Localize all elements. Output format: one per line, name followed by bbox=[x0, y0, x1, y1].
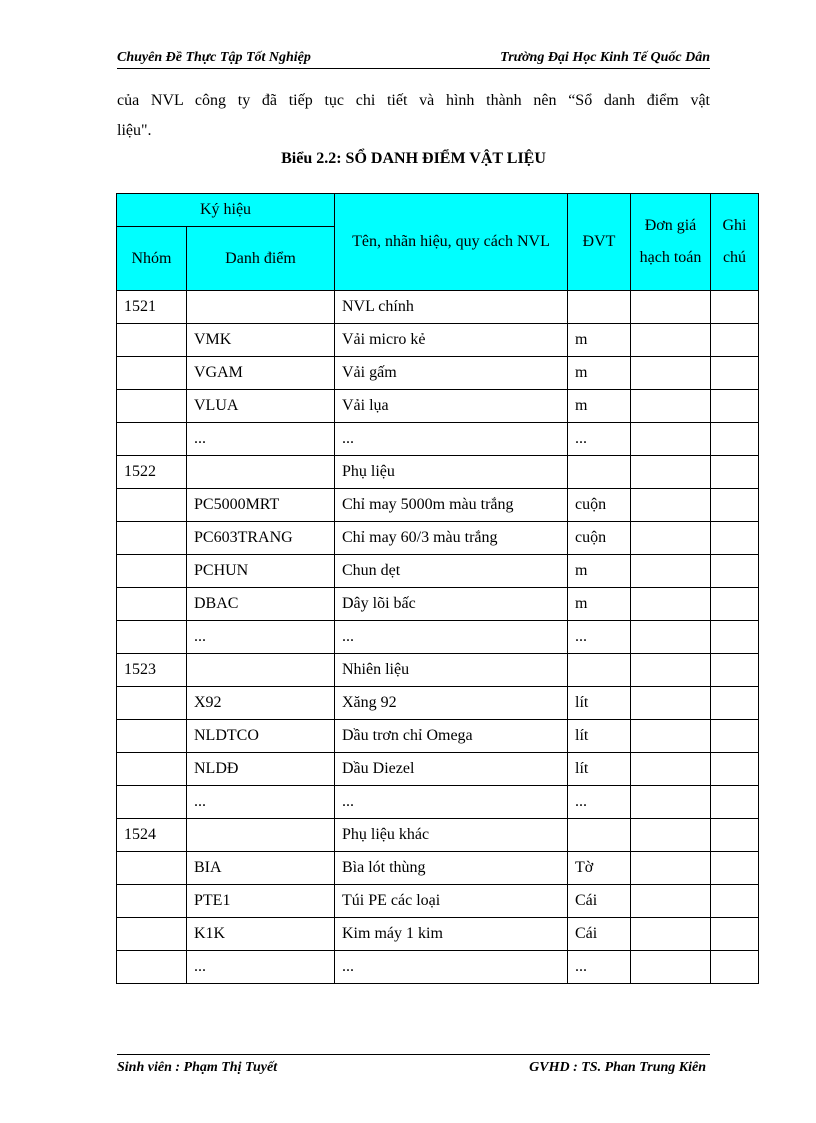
cell-ten-nvl: Dầu Diezel bbox=[335, 753, 568, 786]
cell-ten-nvl: ... bbox=[335, 951, 568, 984]
cell-ghi-chu bbox=[711, 951, 759, 984]
cell-danh-diem: PCHUN bbox=[187, 555, 335, 588]
cell-danh-diem: X92 bbox=[187, 687, 335, 720]
cell-ten-nvl: ... bbox=[335, 423, 568, 456]
cell-dvt: cuộn bbox=[568, 489, 631, 522]
cell-nhom bbox=[117, 489, 187, 522]
cell-dvt: Cái bbox=[568, 918, 631, 951]
cell-don-gia bbox=[631, 918, 711, 951]
table-row bbox=[117, 786, 759, 819]
cell-danh-diem: ... bbox=[187, 621, 335, 654]
table-row bbox=[117, 885, 759, 918]
header-ten-nvl: Tên, nhãn hiệu, quy cách NVL bbox=[335, 194, 568, 291]
table-row bbox=[117, 654, 759, 687]
cell-nhom bbox=[117, 390, 187, 423]
cell-nhom bbox=[117, 885, 187, 918]
cell-dvt: m bbox=[568, 555, 631, 588]
cell-ten-nvl: Phụ liệu bbox=[335, 456, 568, 489]
cell-nhom bbox=[117, 357, 187, 390]
cell-don-gia bbox=[631, 555, 711, 588]
cell-ghi-chu bbox=[711, 456, 759, 489]
cell-dvt bbox=[568, 819, 631, 852]
cell-don-gia bbox=[631, 423, 711, 456]
header-university: Trường Đại Học Kinh Tế Quốc Dân bbox=[500, 50, 710, 65]
cell-ghi-chu bbox=[711, 489, 759, 522]
cell-ten-nvl: Chỉ may 60/3 màu trắng bbox=[335, 522, 568, 555]
cell-dvt: m bbox=[568, 324, 631, 357]
cell-danh-diem: NLDTCO bbox=[187, 720, 335, 753]
cell-danh-diem: NLDĐ bbox=[187, 753, 335, 786]
intro-line-1: của NVL công ty đã tiếp tục chi tiết và hình thành nên “Sổ danh điểm vật bbox=[117, 92, 710, 109]
cell-don-gia bbox=[631, 654, 711, 687]
cell-ten-nvl: Chỉ may 5000m màu trắng bbox=[335, 489, 568, 522]
table-row bbox=[117, 621, 759, 654]
cell-nhom bbox=[117, 324, 187, 357]
cell-danh-diem: DBAC bbox=[187, 588, 335, 621]
intro-paragraph bbox=[117, 86, 710, 146]
cell-don-gia bbox=[631, 687, 711, 720]
header-nhom: Nhóm bbox=[117, 227, 187, 291]
cell-nhom bbox=[117, 918, 187, 951]
table-row bbox=[117, 357, 759, 390]
table-row bbox=[117, 489, 759, 522]
header-dvt: ĐVT bbox=[568, 194, 631, 291]
cell-nhom bbox=[117, 423, 187, 456]
cell-ghi-chu bbox=[711, 885, 759, 918]
cell-dvt: ... bbox=[568, 621, 631, 654]
cell-don-gia bbox=[631, 456, 711, 489]
cell-don-gia bbox=[631, 324, 711, 357]
cell-ten-nvl: Chun dẹt bbox=[335, 555, 568, 588]
cell-nhom bbox=[117, 753, 187, 786]
table-title: Biểu 2.2: SỔ DANH ĐIỂM VẬT LIỆU bbox=[281, 150, 546, 167]
cell-don-gia bbox=[631, 852, 711, 885]
cell-danh-diem: PTE1 bbox=[187, 885, 335, 918]
cell-ghi-chu bbox=[711, 522, 759, 555]
cell-nhom bbox=[117, 720, 187, 753]
table-row bbox=[117, 918, 759, 951]
header-ghi-chu: Ghi chú bbox=[711, 194, 759, 291]
footer-advisor: GVHD : TS. Phan Trung Kiên bbox=[529, 1060, 706, 1075]
cell-don-gia bbox=[631, 885, 711, 918]
cell-nhom bbox=[117, 687, 187, 720]
intro-line-2: liệu". bbox=[117, 122, 152, 139]
cell-ten-nvl: Nhiên liệu bbox=[335, 654, 568, 687]
table-row bbox=[117, 291, 759, 324]
cell-ten-nvl: Vải lụa bbox=[335, 390, 568, 423]
cell-danh-diem: VGAM bbox=[187, 357, 335, 390]
page-footer bbox=[117, 1054, 710, 1081]
cell-dvt: cuộn bbox=[568, 522, 631, 555]
header-course-title: Chuyên Đề Thực Tập Tốt Nghiệp bbox=[117, 50, 311, 65]
header-don-gia: Đơn giá hạch toán bbox=[631, 194, 711, 291]
table-row bbox=[117, 555, 759, 588]
cell-danh-diem: BIA bbox=[187, 852, 335, 885]
cell-dvt: ... bbox=[568, 423, 631, 456]
table-row bbox=[117, 852, 759, 885]
cell-danh-diem: VLUA bbox=[187, 390, 335, 423]
cell-dvt: ... bbox=[568, 951, 631, 984]
cell-danh-diem: PC603TRANG bbox=[187, 522, 335, 555]
cell-ghi-chu bbox=[711, 423, 759, 456]
table-row bbox=[117, 753, 759, 786]
cell-ten-nvl: Túi PE các loại bbox=[335, 885, 568, 918]
cell-ghi-chu bbox=[711, 390, 759, 423]
table-row bbox=[117, 951, 759, 984]
cell-danh-diem bbox=[187, 819, 335, 852]
cell-don-gia bbox=[631, 357, 711, 390]
cell-don-gia bbox=[631, 621, 711, 654]
cell-don-gia bbox=[631, 786, 711, 819]
cell-don-gia bbox=[631, 588, 711, 621]
cell-don-gia bbox=[631, 522, 711, 555]
cell-dvt: Tờ bbox=[568, 852, 631, 885]
cell-ghi-chu bbox=[711, 753, 759, 786]
cell-danh-diem: ... bbox=[187, 423, 335, 456]
cell-dvt: Cái bbox=[568, 885, 631, 918]
cell-dvt: ... bbox=[568, 786, 631, 819]
table-row bbox=[117, 324, 759, 357]
header-ky-hieu: Ký hiệu bbox=[117, 194, 335, 227]
cell-danh-diem bbox=[187, 654, 335, 687]
cell-ten-nvl: Kim máy 1 kim bbox=[335, 918, 568, 951]
cell-don-gia bbox=[631, 489, 711, 522]
cell-danh-diem: PC5000MRT bbox=[187, 489, 335, 522]
cell-nhom: 1524 bbox=[117, 819, 187, 852]
page-header bbox=[117, 48, 710, 69]
cell-nhom bbox=[117, 621, 187, 654]
cell-ghi-chu bbox=[711, 324, 759, 357]
cell-don-gia bbox=[631, 753, 711, 786]
cell-ghi-chu bbox=[711, 720, 759, 753]
cell-nhom bbox=[117, 951, 187, 984]
cell-ghi-chu bbox=[711, 555, 759, 588]
cell-ghi-chu bbox=[711, 852, 759, 885]
table-row bbox=[117, 720, 759, 753]
cell-ten-nvl: ... bbox=[335, 786, 568, 819]
cell-danh-diem bbox=[187, 456, 335, 489]
cell-ghi-chu bbox=[711, 918, 759, 951]
cell-ghi-chu bbox=[711, 357, 759, 390]
cell-ten-nvl: Vải micro kẻ bbox=[335, 324, 568, 357]
cell-nhom bbox=[117, 588, 187, 621]
table-row bbox=[117, 819, 759, 852]
cell-don-gia bbox=[631, 951, 711, 984]
header-danh-diem: Danh điểm bbox=[187, 227, 335, 291]
cell-danh-diem: K1K bbox=[187, 918, 335, 951]
cell-dvt: m bbox=[568, 390, 631, 423]
cell-dvt: m bbox=[568, 588, 631, 621]
cell-ten-nvl: NVL chính bbox=[335, 291, 568, 324]
cell-danh-diem bbox=[187, 291, 335, 324]
table-row bbox=[117, 423, 759, 456]
cell-nhom: 1522 bbox=[117, 456, 187, 489]
cell-danh-diem: VMK bbox=[187, 324, 335, 357]
cell-nhom: 1523 bbox=[117, 654, 187, 687]
cell-ghi-chu bbox=[711, 588, 759, 621]
table-row bbox=[117, 390, 759, 423]
table-row bbox=[117, 522, 759, 555]
cell-ten-nvl: Dầu trơn chỉ Omega bbox=[335, 720, 568, 753]
cell-ten-nvl: Xăng 92 bbox=[335, 687, 568, 720]
cell-don-gia bbox=[631, 390, 711, 423]
cell-danh-diem: ... bbox=[187, 951, 335, 984]
cell-nhom bbox=[117, 522, 187, 555]
cell-dvt: lít bbox=[568, 753, 631, 786]
table-row bbox=[117, 588, 759, 621]
cell-ten-nvl: Vải gấm bbox=[335, 357, 568, 390]
cell-ghi-chu bbox=[711, 786, 759, 819]
cell-ten-nvl: ... bbox=[335, 621, 568, 654]
cell-don-gia bbox=[631, 819, 711, 852]
cell-nhom bbox=[117, 555, 187, 588]
footer-student: Sinh viên : Phạm Thị Tuyết bbox=[117, 1060, 278, 1075]
cell-ghi-chu bbox=[711, 291, 759, 324]
cell-ghi-chu bbox=[711, 819, 759, 852]
cell-don-gia bbox=[631, 720, 711, 753]
cell-nhom bbox=[117, 786, 187, 819]
cell-ten-nvl: Phụ liệu khác bbox=[335, 819, 568, 852]
cell-dvt: m bbox=[568, 357, 631, 390]
cell-dvt bbox=[568, 456, 631, 489]
cell-ghi-chu bbox=[711, 687, 759, 720]
cell-dvt: lít bbox=[568, 720, 631, 753]
material-catalog-table bbox=[116, 193, 759, 984]
cell-ten-nvl: Dây lõi bấc bbox=[335, 588, 568, 621]
cell-don-gia bbox=[631, 291, 711, 324]
cell-dvt bbox=[568, 291, 631, 324]
cell-ghi-chu bbox=[711, 621, 759, 654]
table-row bbox=[117, 687, 759, 720]
cell-ghi-chu bbox=[711, 654, 759, 687]
cell-danh-diem: ... bbox=[187, 786, 335, 819]
cell-dvt bbox=[568, 654, 631, 687]
cell-ten-nvl: Bìa lót thùng bbox=[335, 852, 568, 885]
cell-nhom bbox=[117, 852, 187, 885]
table-row bbox=[117, 456, 759, 489]
cell-dvt: lít bbox=[568, 687, 631, 720]
cell-nhom: 1521 bbox=[117, 291, 187, 324]
